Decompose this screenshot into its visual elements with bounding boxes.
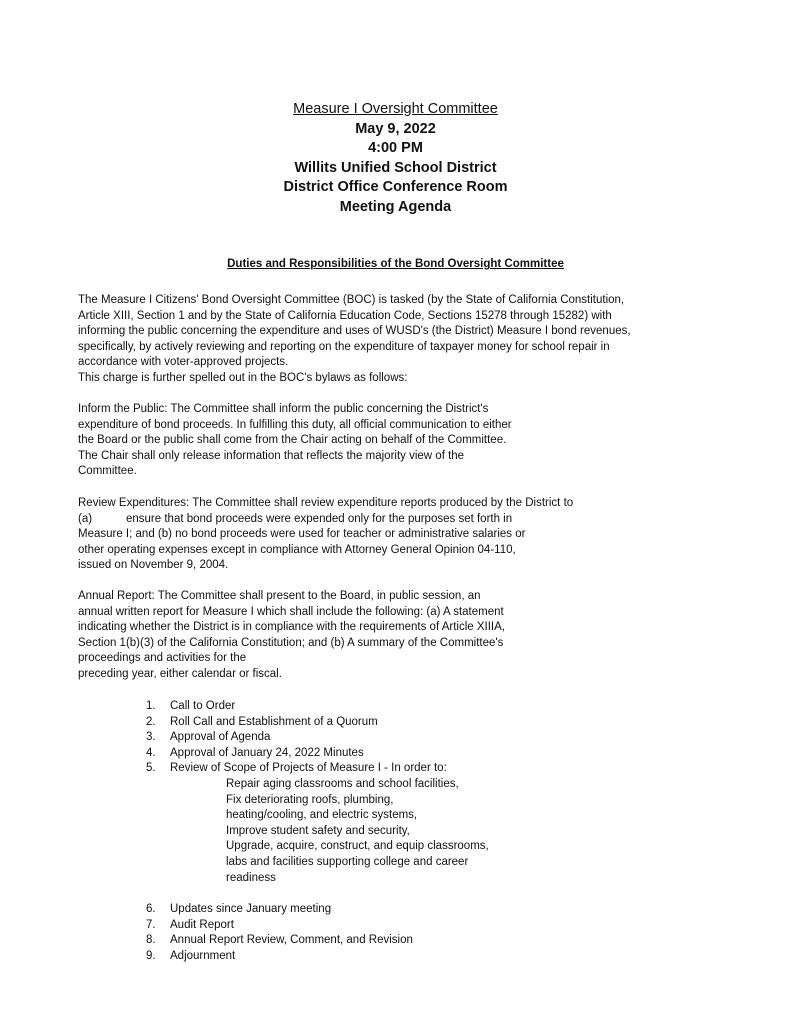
annual-line: preceding year, either calendar or fiscal.: [78, 667, 282, 680]
scope-sub-item: Upgrade, acquire, construct, and equip classrooms,: [226, 840, 489, 853]
scope-sub-item: Repair aging classrooms and school facilities,: [226, 777, 459, 790]
annual-line: indicating whether the District is in compliance with the requirements of Article XIIIA,: [78, 621, 505, 633]
committee-title: Measure I Oversight Committee: [293, 101, 498, 117]
item-text: Audit Report: [170, 918, 234, 931]
document-type: Meeting Agenda: [339, 198, 452, 215]
annual-line: Section 1(b)(3) of the California Constitution; and (b) A summary of the Committee's: [78, 636, 504, 649]
item-text: Approval of Agenda: [170, 731, 271, 744]
review-line: Review Expenditures: The Committee shall review expenditure reports produced by the District to: [78, 497, 574, 509]
agenda-item: [146, 902, 489, 918]
item-text: Updates since January meeting: [170, 903, 332, 916]
agenda-item: [146, 761, 489, 777]
inform-line: Inform the Public: The Committee shall inform the public concerning the District's: [78, 403, 489, 415]
intro-line: specifically, by actively reviewing and reporting on the expenditure of taxpayer money for school repair in: [78, 340, 610, 353]
district-name: Willits Unified School District: [294, 159, 497, 176]
item-text: Review of Scope of Projects of Measure I - In order to:: [170, 762, 447, 775]
spacer: [146, 886, 489, 902]
item-number: 3.: [146, 731, 156, 744]
item-number: 5.: [146, 762, 156, 775]
agenda-item: [146, 933, 489, 949]
item-number: 4.: [146, 746, 156, 759]
review-line: [78, 512, 718, 528]
review-line: issued on November 9, 2004.: [78, 559, 229, 571]
agenda-item: [146, 715, 489, 731]
section-title: Duties and Responsibilities of the Bond Oversight Committee: [227, 258, 564, 270]
scope-sub-item: labs and facilities supporting college and career: [226, 855, 469, 868]
item-number: 1.: [146, 700, 156, 712]
annual-line: annual written report for Measure I which shall include the following: (a) A statement: [78, 605, 504, 618]
item-number: 7.: [146, 918, 156, 931]
meeting-location: District Office Conference Room: [283, 179, 508, 195]
agenda-item: [146, 746, 489, 762]
intro-paragraph: [78, 293, 718, 386]
review-line: other operating expenses except in compliance with Attorney General Opinion 04-110,: [78, 543, 516, 556]
inform-line: The Chair shall only release information that reflects the majority view of the: [78, 449, 465, 462]
annual-line: proceedings and activities for the: [78, 652, 247, 664]
intro-line: This charge is further spelled out in the BOC's bylaws as follows:: [78, 371, 408, 384]
meeting-time: 4:00 PM: [368, 140, 423, 156]
intro-line: The Measure I Citizens' Bond Oversight Committee (BOC) is tasked (by the State of California Constitution,: [78, 294, 625, 306]
agenda-item: [146, 949, 489, 965]
agenda-item: [146, 699, 489, 715]
annual-line: Annual Report: The Committee shall present to the Board, in public session, an: [78, 590, 481, 602]
intro-line: Article XIII, Section 1 and by the State of California Education Code, Sections 15278 through 15282) with: [78, 309, 612, 322]
inform-line: expenditure of bond proceeds. In fulfilling this duty, all official communication to either: [78, 418, 512, 431]
item-number: 9.: [146, 949, 156, 962]
intro-line: informing the public concerning the expenditure and uses of WUSD's (the District) Measure I bond revenues,: [78, 325, 631, 337]
list-marker: (a): [78, 512, 93, 525]
inform-line: Committee.: [78, 465, 137, 477]
item-text: Annual Report Review, Comment, and Revision: [170, 934, 413, 947]
item-number: 8.: [146, 934, 156, 947]
annual-report-paragraph: [78, 589, 718, 682]
intro-line: accordance with voter-approved projects.: [78, 356, 289, 368]
agenda-list: [146, 699, 489, 965]
item-number: 2.: [146, 715, 156, 728]
item-text: Roll Call and Establishment of a Quorum: [170, 715, 378, 728]
scope-sub-item: Improve student safety and security,: [226, 824, 410, 837]
review-line: Measure I; and (b) no bond proceeds were used for teacher or administrative salaries or: [78, 528, 526, 540]
item-number: 6.: [146, 903, 156, 916]
inform-paragraph: [78, 402, 718, 480]
item-text: Adjournment: [170, 949, 236, 962]
scope-sub-item: readiness: [226, 871, 276, 884]
scope-sub-item: Fix deteriorating roofs, plumbing,: [226, 793, 394, 806]
agenda-item: [146, 918, 489, 934]
item-text: Call to Order: [170, 700, 236, 712]
review-paragraph: [78, 496, 718, 574]
item-text: Approval of January 24, 2022 Minutes: [170, 746, 364, 759]
review-line-text: ensure that bond proceeds were expended only for the purposes set forth in: [126, 512, 513, 525]
agenda-header: [0, 100, 791, 217]
scope-sub-item: heating/cooling, and electric systems,: [226, 809, 418, 822]
inform-line: the Board or the public shall come from the Chair acting on behalf of the Committee.: [78, 434, 507, 446]
meeting-date: May 9, 2022: [355, 120, 436, 137]
agenda-item: [146, 730, 489, 746]
